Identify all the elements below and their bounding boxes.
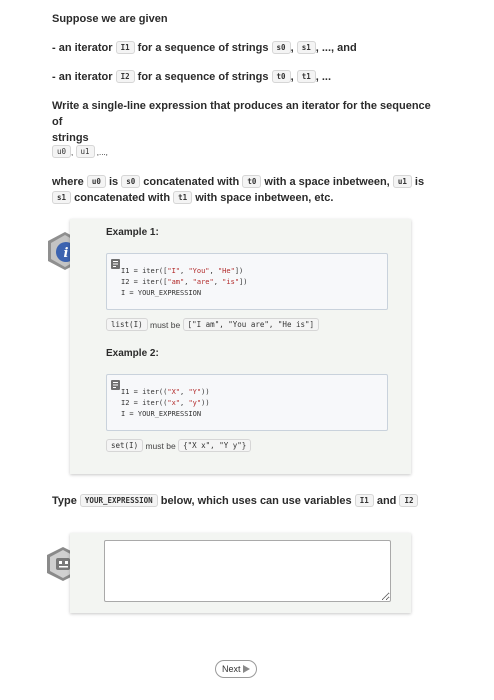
example-2-code: I1 = iter(("X", "Y")) I2 = iter(("x", "y")) I = YOUR_EXPRESSION xyxy=(106,374,388,431)
code-s0-ref: s0 xyxy=(121,175,140,188)
example-1-lhs: list(I) xyxy=(106,318,148,331)
code-i1: I1 xyxy=(116,41,135,54)
example-1-title: Example 1: xyxy=(106,227,159,238)
code-t0: t0 xyxy=(272,70,291,83)
sequence-line: u0 , u1 ,..., xyxy=(52,144,108,161)
answer-prompt: Type YOUR_EXPRESSION below, which uses can use variables I1 and I2 xyxy=(52,493,432,509)
example-1-expectation: list(I) must be ["I am", "You are", "He is"] xyxy=(106,320,319,330)
intro-iterator-1: - an iterator I1 for a sequence of strings s0 , s1 , ..., and xyxy=(52,42,357,54)
where-clause: where u0 is s0 concatenated with t0 with a space inbetween, u1 is s1 concatenated with t1 with space inbetween, etc. xyxy=(52,176,425,204)
code-your-expression: YOUR_EXPRESSION xyxy=(80,494,158,507)
code-s0: s0 xyxy=(272,41,291,54)
example-1-rhs: ["I am", "You are", "He is"] xyxy=(183,318,319,331)
play-icon xyxy=(243,665,250,673)
code-u1: u1 xyxy=(76,145,95,158)
code-t0-ref: t0 xyxy=(242,175,261,188)
code-i2: I2 xyxy=(116,70,135,83)
next-button-label: Next xyxy=(221,664,241,674)
example-2-rhs: {"X x", "Y y"} xyxy=(178,439,251,452)
code-u0: u0 xyxy=(52,145,71,158)
code-i1-prompt: I1 xyxy=(355,494,374,507)
intro-heading: Suppose we are given xyxy=(52,13,168,25)
intro-iterator-2: - an iterator I2 for a sequence of strings t0 , t1 , ... xyxy=(52,71,331,83)
document-icon xyxy=(111,259,120,269)
answer-panel xyxy=(70,533,411,613)
answer-input[interactable] xyxy=(104,540,391,602)
code-s1-ref: s1 xyxy=(52,191,71,204)
example-2-lhs: set(I) xyxy=(106,439,143,452)
example-2-expectation: set(I) must be {"X x", "Y y"} xyxy=(106,441,251,451)
example-1-code: I1 = iter(["I", "You", "He"]) I2 = iter(["am", "are", "is"]) I = YOUR_EXPRESSION xyxy=(106,253,388,310)
svg-text:i: i xyxy=(63,246,69,261)
code-i2-prompt: I2 xyxy=(399,494,418,507)
code-s1: s1 xyxy=(297,41,316,54)
task-statement: Write a single-line expression that produces an iterator for the sequence of strings xyxy=(52,100,431,144)
code-t1-ref: t1 xyxy=(173,191,192,204)
code-t1: t1 xyxy=(297,70,316,83)
document-icon xyxy=(111,380,120,390)
example-2-title: Example 2: xyxy=(106,348,159,359)
code-u1-ref: u1 xyxy=(393,175,412,188)
code-u0-ref: u0 xyxy=(87,175,106,188)
next-button[interactable] xyxy=(215,660,257,678)
examples-panel xyxy=(70,219,411,474)
